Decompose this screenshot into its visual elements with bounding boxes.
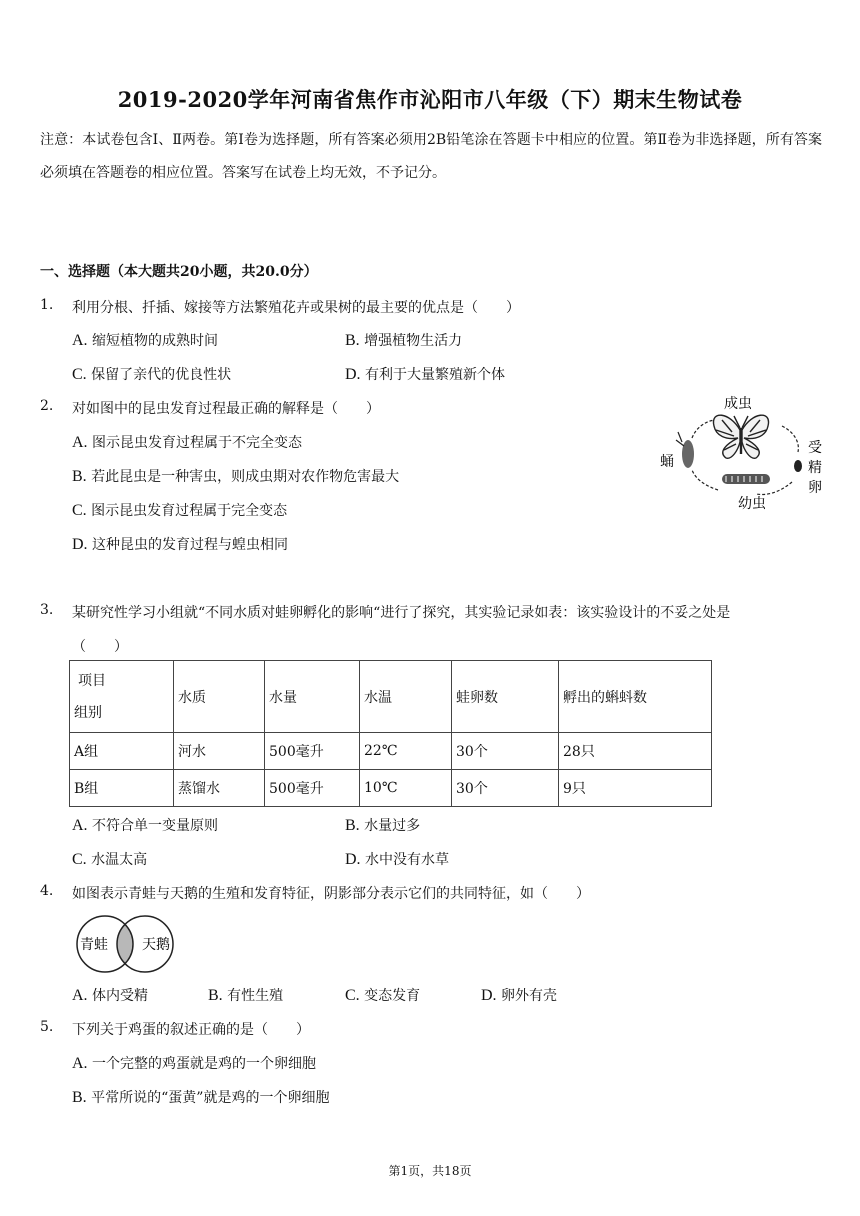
larva-label: 幼虫 (738, 496, 766, 512)
option-text: 有利于大量繁殖新个体 (365, 367, 506, 383)
pupa-icon (676, 432, 694, 468)
option-d (481, 985, 557, 1005)
insect-life-cycle-figure (652, 386, 826, 514)
header-group: 组别 (74, 704, 102, 721)
table-cell: 10℃ (360, 770, 452, 807)
table-header-cell: 水量 (265, 661, 360, 733)
option-letter: A. (72, 1055, 88, 1072)
table-cell: 蒸馏水 (174, 770, 265, 807)
option-text: 有性生殖 (227, 988, 284, 1004)
table-cell: B组 (70, 770, 174, 807)
option-b (345, 330, 462, 350)
option-c (72, 364, 231, 384)
option-letter: B. (72, 1089, 87, 1106)
option-text: 变态发育 (364, 988, 421, 1004)
table-row (70, 733, 712, 770)
option-c (345, 985, 420, 1005)
option-letter: B. (345, 332, 360, 349)
option-letter: C. (72, 366, 87, 383)
option-letter: C. (72, 502, 87, 519)
table-row (70, 770, 712, 807)
cycle-arrow-icon (782, 426, 798, 452)
exam-notice: 注意：本试卷包含Ⅰ、Ⅱ两卷。第Ⅰ卷为选择题，所有答案必须用2B铅笔涂在答题卡中相应的位置。第Ⅱ卷为非选择题，所有答案必须填在答题卷的相应位置。答案写在试卷上均无效，不予记分。 (40, 132, 822, 181)
option-text: 图示昆虫发育过程属于完全变态 (91, 503, 288, 519)
section-heading: 一、选择题（本大题共20小题，共20.0分） (40, 264, 318, 280)
option-c (72, 849, 147, 869)
option-b (345, 815, 420, 835)
egg-label-2: 精 (808, 460, 822, 476)
option-text: 增强植物生活力 (364, 333, 463, 349)
option-text: 水中没有水草 (365, 852, 450, 868)
option-text: 若此昆虫是一种害虫，则成虫期对农作物危害最大 (91, 469, 400, 485)
option-d (345, 364, 505, 384)
egg-label-1: 受 (808, 440, 822, 456)
adult-label: 成虫 (724, 396, 752, 412)
option-letter: B. (72, 468, 87, 485)
option-letter: A. (72, 434, 88, 451)
option-text: 卵外有壳 (501, 988, 558, 1004)
option-letter: D. (345, 851, 361, 868)
butterfly-icon (713, 415, 768, 458)
option-b (72, 1087, 329, 1107)
answer-bracket: （ ） (72, 639, 128, 655)
option-text: 平常所说的“蛋黄”就是鸡的一个卵细胞 (91, 1090, 330, 1106)
option-letter: B. (208, 987, 223, 1004)
option-letter: D. (345, 366, 361, 383)
table-cell: 28只 (559, 733, 712, 770)
question-number: 2. (40, 398, 54, 414)
question-number: 3. (40, 602, 54, 618)
question-3-bracket (72, 636, 128, 656)
question-number: 1. (40, 297, 54, 313)
table-cell: 500毫升 (265, 770, 360, 807)
option-d (72, 534, 288, 554)
option-text: 水量过多 (364, 818, 421, 834)
option-a (72, 330, 218, 350)
egg-icon (794, 460, 802, 472)
option-a (72, 1053, 316, 1073)
option-text: 水温太高 (91, 852, 148, 868)
option-letter: B. (345, 817, 360, 834)
option-text: 一个完整的鸡蛋就是鸡的一个卵细胞 (92, 1056, 317, 1072)
option-a (72, 985, 148, 1005)
option-letter: D. (72, 536, 88, 553)
question-stem: 利用分根、扦插、嫁接等方法繁殖花卉或果树的最主要的优点是（ ） (72, 300, 520, 316)
option-b (208, 985, 283, 1005)
egg-label-3: 卵 (808, 480, 822, 496)
option-a (72, 432, 302, 452)
question-stem: 下列关于鸡蛋的叙述正确的是（ ） (72, 1022, 310, 1038)
option-d (345, 849, 449, 869)
table-cell: A组 (70, 733, 174, 770)
table-cell: 9只 (559, 770, 712, 807)
table-cell: 30个 (452, 770, 559, 807)
option-letter: C. (345, 987, 360, 1004)
option-text: 体内受精 (92, 988, 149, 1004)
table-cell: 河水 (174, 733, 265, 770)
table-cell: 30个 (452, 733, 559, 770)
pupa-label: 蛹 (660, 454, 674, 470)
table-header-cell: 蛙卵数 (452, 661, 559, 733)
question-stem: 如图表示青蛙与天鹅的生殖和发育特征，阴影部分表示它们的共同特征，如（ ） (72, 886, 590, 902)
option-text: 不符合单一变量原则 (92, 818, 219, 834)
exam-title: 2019-2020学年河南省焦作市沁阳市八年级（下）期末生物试卷 (117, 87, 743, 112)
header-item: 项目 (78, 672, 106, 689)
cycle-arrow-icon (692, 420, 714, 438)
option-letter: A. (72, 817, 88, 834)
table-cell: 22℃ (360, 733, 452, 770)
option-text: 图示昆虫发育过程属于不完全变态 (92, 435, 303, 451)
option-a (72, 815, 218, 835)
venn-diagram (72, 913, 178, 975)
experiment-table (69, 660, 712, 807)
table-cell: 500毫升 (265, 733, 360, 770)
option-c (72, 500, 287, 520)
question-number: 5. (40, 1019, 54, 1035)
venn-label-frog: 青蛙 (80, 937, 108, 953)
venn-label-swan: 天鹅 (142, 937, 170, 953)
option-text: 缩短植物的成熟时间 (92, 333, 219, 349)
question-number: 4. (40, 883, 54, 899)
option-letter: C. (72, 851, 87, 868)
question-stem: 某研究性学习小组就“不同水质对蛙卵孵化的影响“进行了探究，其实验记录如表：该实验设计的不妥之处是 (72, 605, 731, 621)
table-header-corner (70, 661, 174, 733)
option-text: 保留了亲代的优良性状 (91, 367, 232, 383)
table-header-row (70, 661, 712, 733)
table-header-cell: 水质 (174, 661, 265, 733)
option-text: 这种昆虫的发育过程与蝗虫相同 (92, 537, 289, 553)
cycle-arrow-icon (692, 470, 718, 490)
table-header-cell: 孵出的蝌蚪数 (559, 661, 712, 733)
option-letter: A. (72, 332, 88, 349)
page-footer: 第1页，共18页 (388, 1164, 472, 1178)
option-letter: A. (72, 987, 88, 1004)
caterpillar-icon (722, 474, 770, 484)
option-b (72, 466, 399, 486)
question-stem: 对如图中的昆虫发育过程最正确的解释是（ ） (72, 401, 380, 417)
table-header-cell: 水温 (360, 661, 452, 733)
option-letter: D. (481, 987, 497, 1004)
